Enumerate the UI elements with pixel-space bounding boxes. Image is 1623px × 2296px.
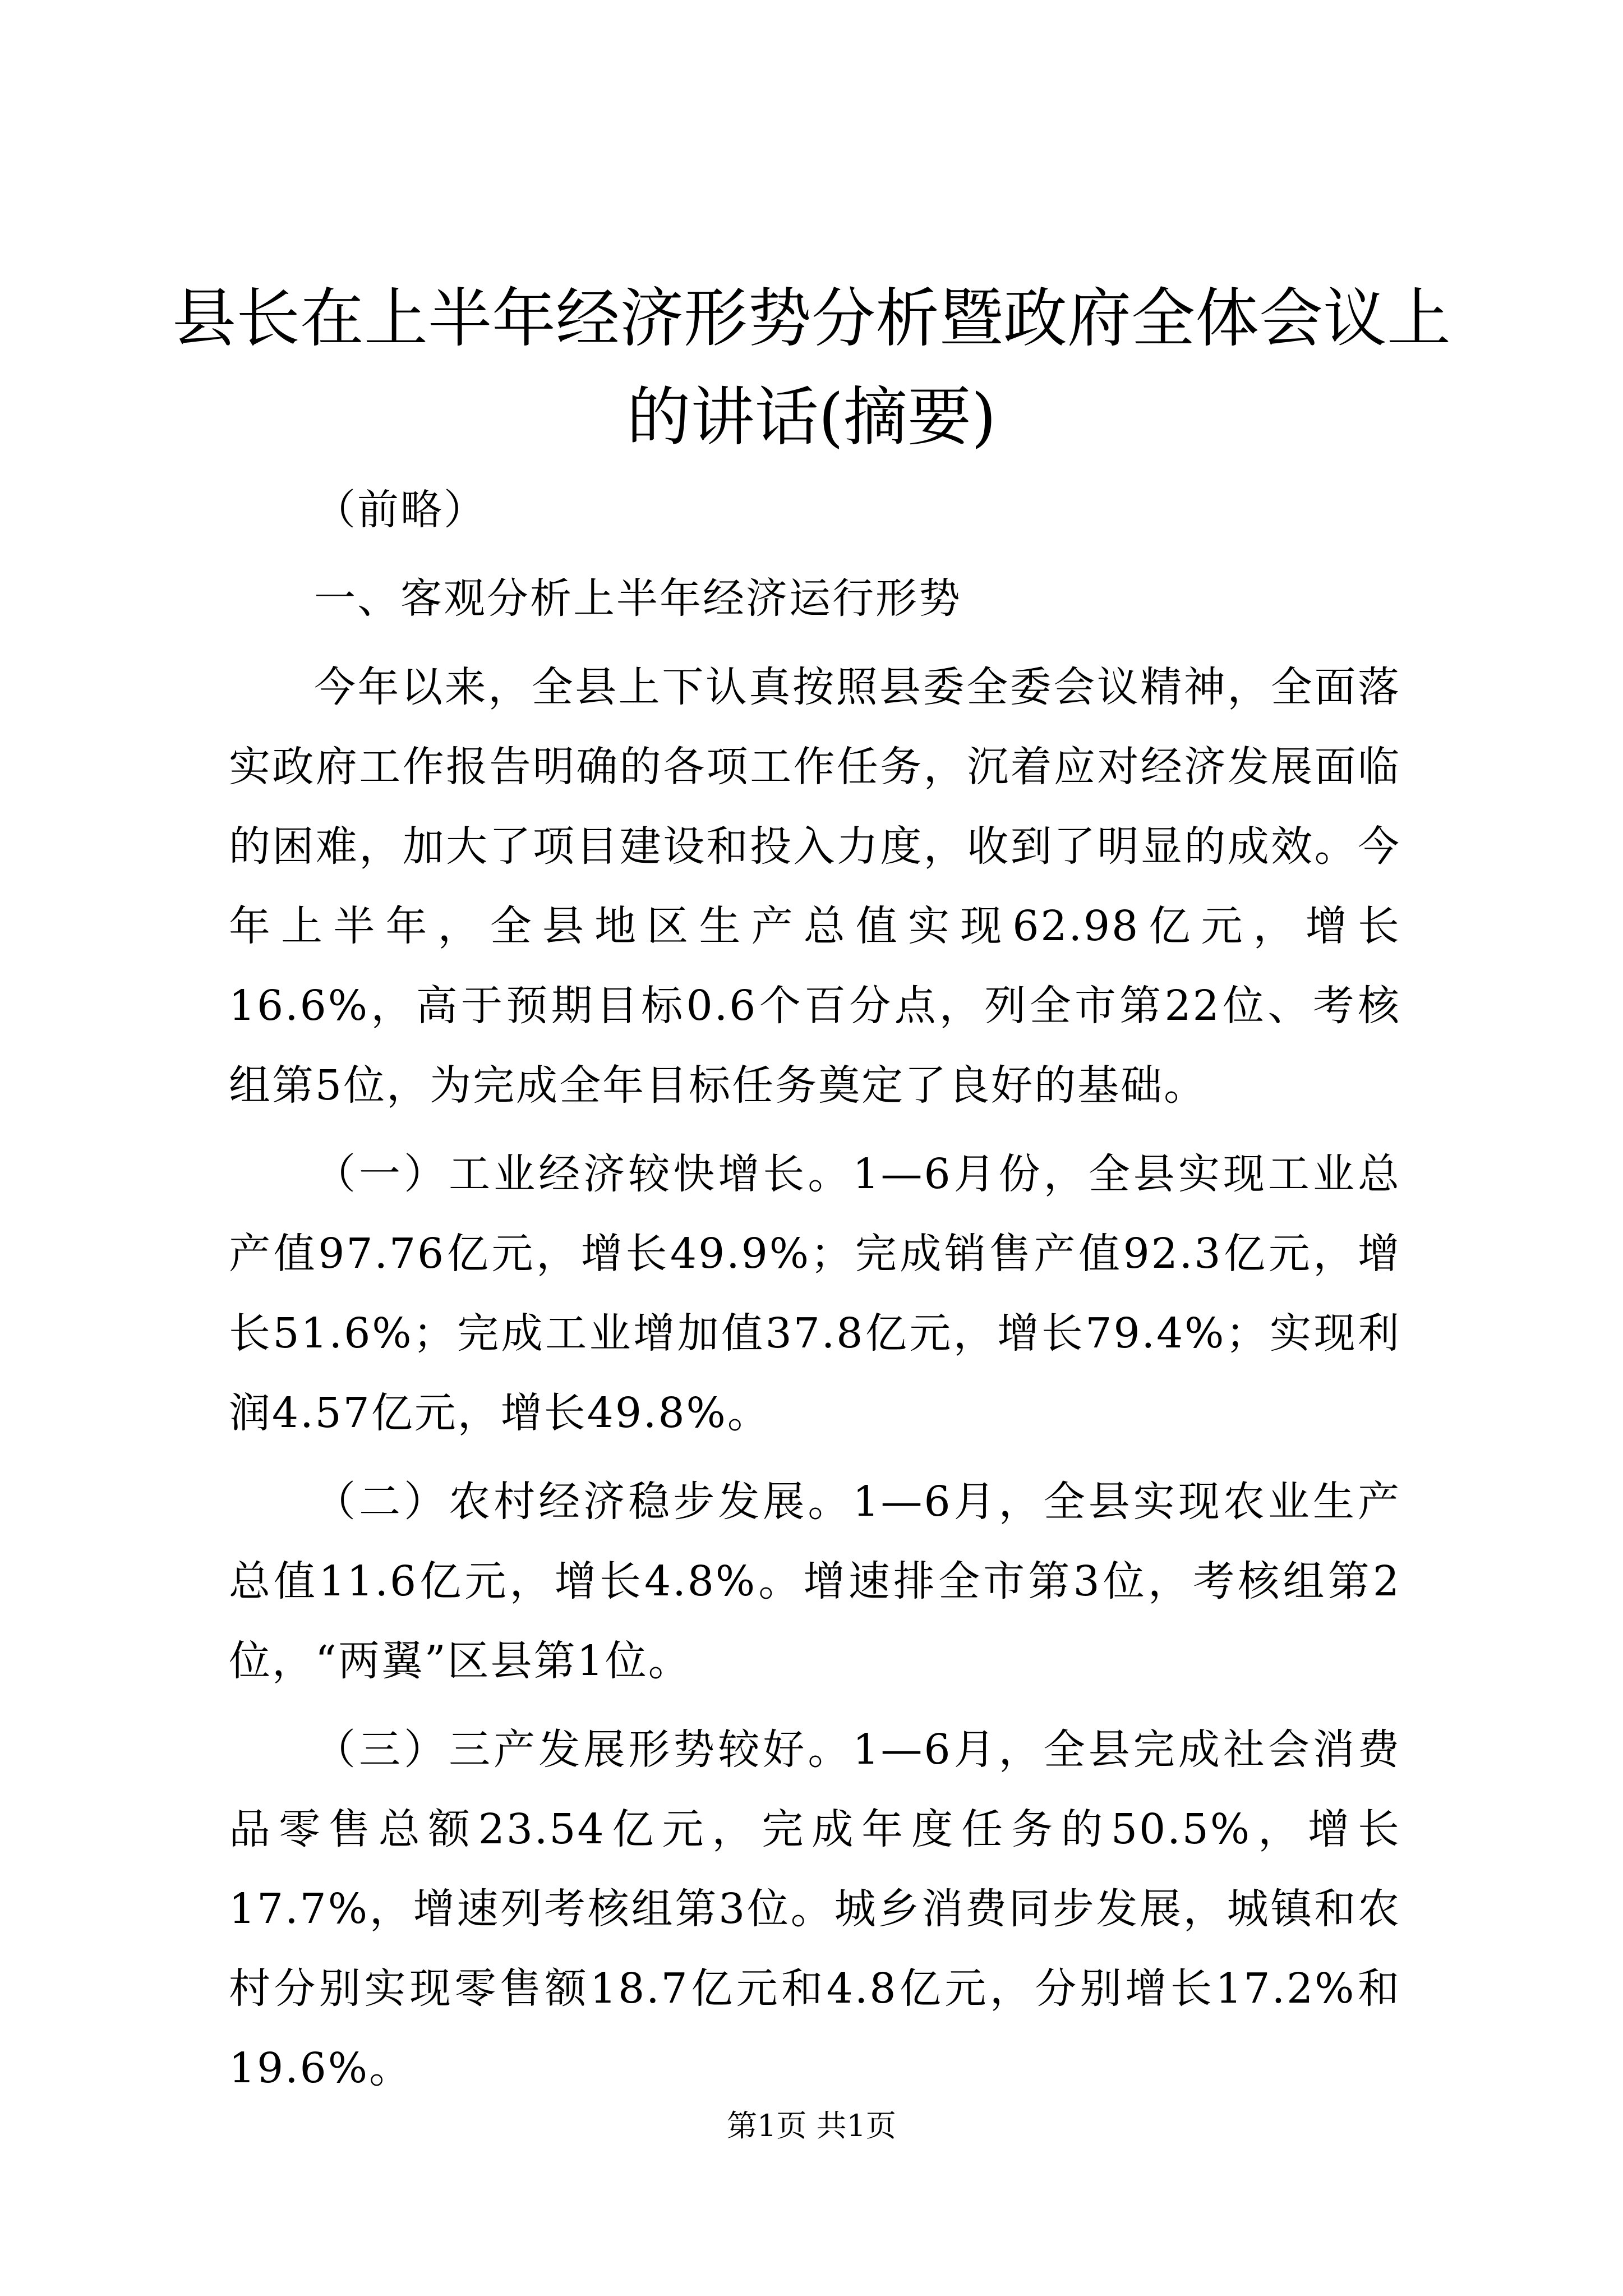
page-footer: 第1页 共1页 [727, 2108, 896, 2143]
paragraph-industry: （一）工业经济较快增长。1—6月份，全县实现工业总产值97.76亿元，增长49.9%；完成销售产值92.3亿元，增长51.6%；完成工业增加值37.8亿元，增长79.4%；实现利润4.57亿元，增长49.8%。 [229, 1150, 1401, 1437]
paragraph-tertiary: （三）三产发展形势较好。1—6月，全县完成社会消费品零售总额23.54亿元，完成年度任务的50.5%，增长17.7%，增速列考核组第3位。城乡消费同步发展，城镇和农村分别实现零售额18.7亿元和4.8亿元，分别增长17.2%和19.6%。 [229, 1726, 1401, 2092]
document-body [229, 470, 1401, 2108]
section-heading-1: 一、客观分析上半年经济运行形势 [314, 574, 962, 623]
paragraph-overview: 今年以来，全县上下认真按照县委全委会议精神，全面落实政府工作报告明确的各项工作任务，沉着应对经济发展面临的困难，加大了项目建设和投入力度，收到了明显的成效。今年上半年，全县地区生产总值实现62.98亿元，增长16.6%，高于预期目标0.6个百分点，列全市第22位、考核组第5位，为完成全年目标任务奠定了良好的基础。 [229, 663, 1401, 1110]
paragraph-preface: （前略） [314, 486, 487, 534]
paragraph-agriculture: （二）农村经济稳步发展。1—6月，全县实现农业生产总值11.6亿元，增长4.8%。增速排全市第3位，考核组第2位，“两翼”区县第1位。 [229, 1478, 1401, 1685]
document-title: 县长在上半年经济形势分析暨政府全体会议上的讲话(摘要) [172, 281, 1451, 454]
